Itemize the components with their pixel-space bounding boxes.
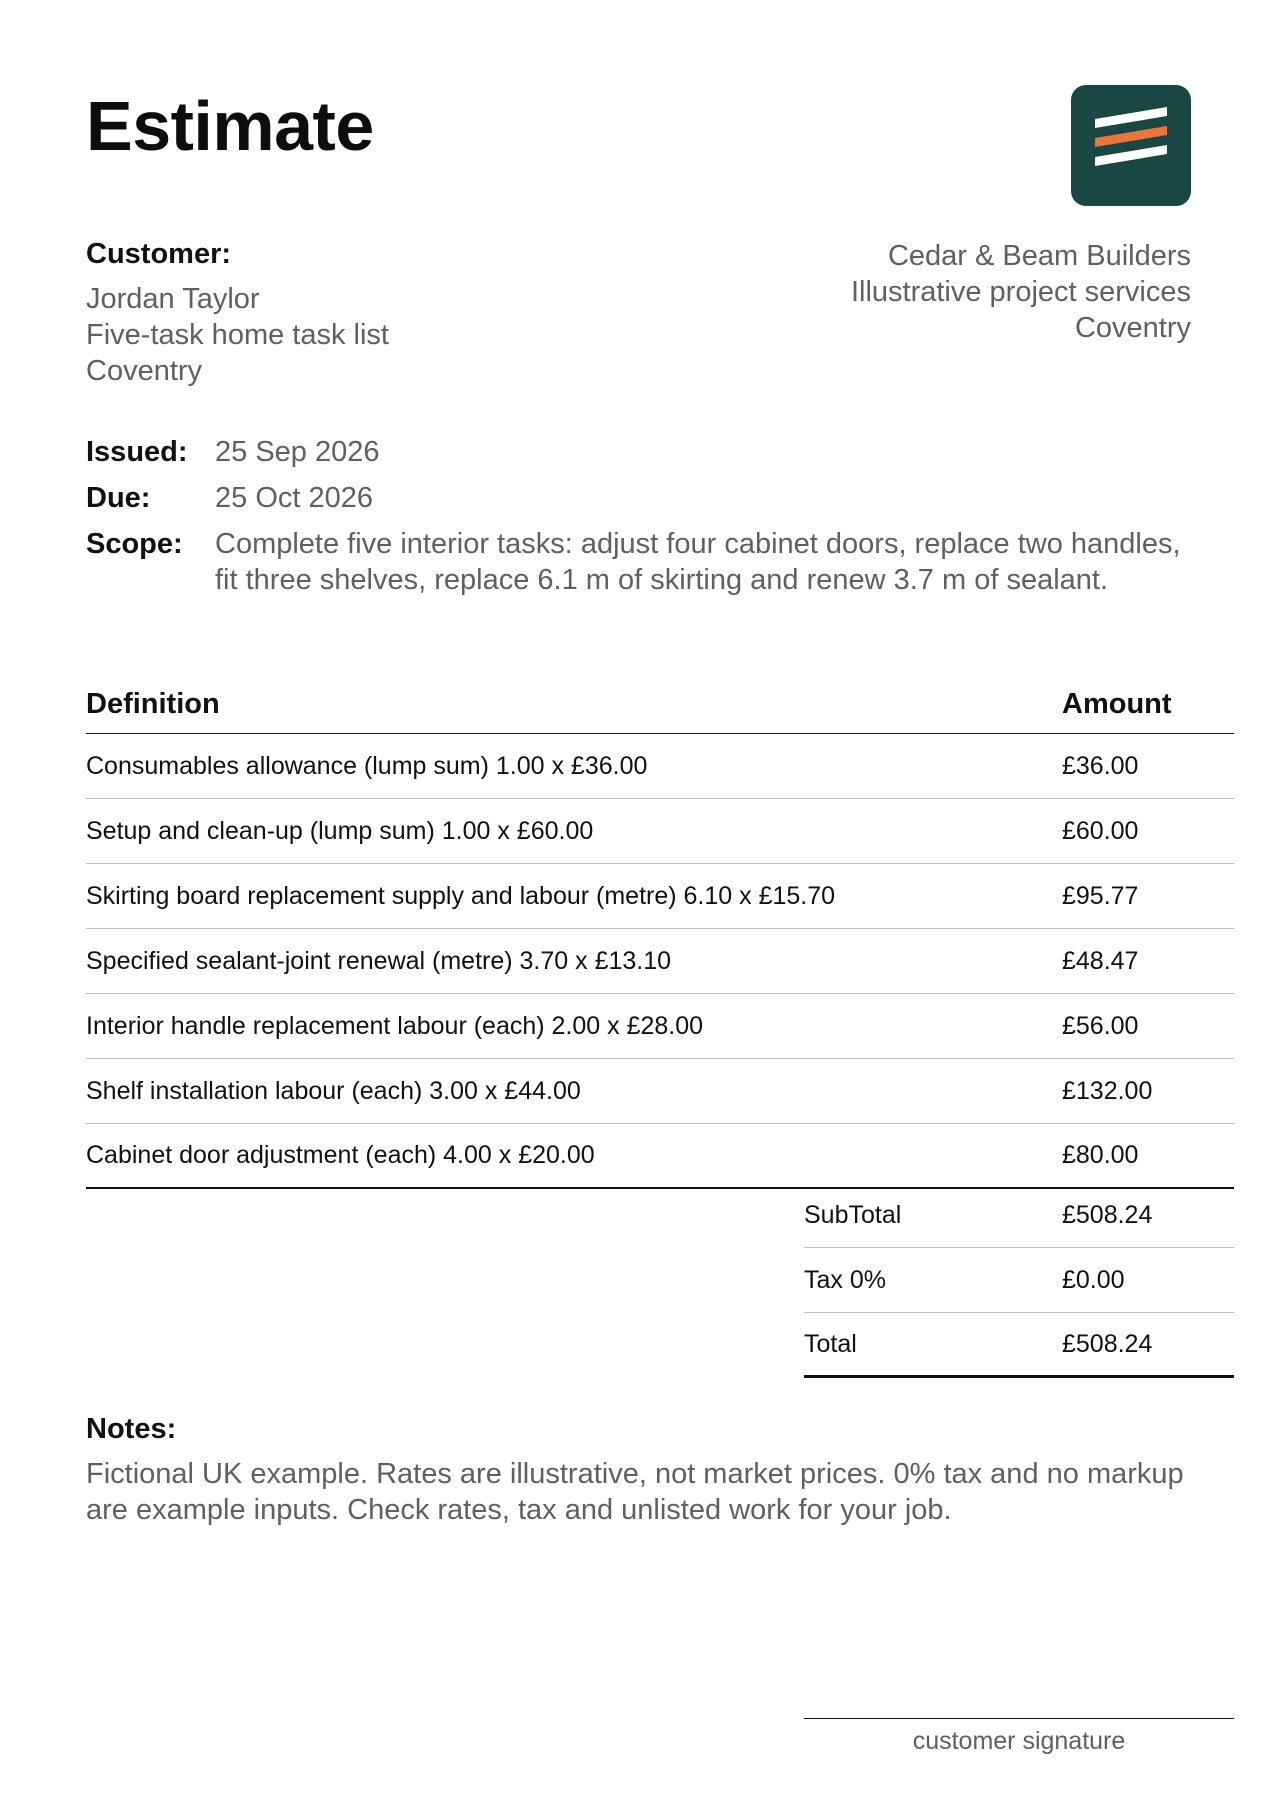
notes-block: [86, 1413, 1206, 1528]
total-value: £508.24: [1062, 1329, 1153, 1358]
due-row: [86, 480, 1196, 516]
scope-value: Complete five interior tasks: adjust four cabinet doors, replace two handles, fit three shelves, replace 6.1 m of skirting and renew 3.7 m of sealant.: [215, 528, 1181, 596]
due-label: Due:: [86, 482, 151, 514]
item-definition: Specified sealant-joint renewal (metre) 3.70 x £13.10: [86, 946, 672, 975]
table-row: [86, 1059, 1234, 1124]
issued-value: 25 Sep 2026: [215, 436, 380, 468]
total-row: [804, 1313, 1234, 1378]
due-value: 25 Oct 2026: [215, 482, 373, 514]
item-amount: £132.00: [1062, 1076, 1153, 1105]
estimate-meta: [86, 434, 1196, 608]
amount-header: Amount: [1062, 688, 1172, 720]
item-amount: £95.77: [1062, 881, 1139, 910]
scope-label: Scope:: [86, 528, 183, 560]
item-amount: £48.47: [1062, 946, 1139, 975]
issued-label: Issued:: [86, 436, 188, 468]
item-amount: £80.00: [1062, 1141, 1139, 1169]
line-items-table: [86, 688, 1234, 1189]
scope-row: [86, 526, 1196, 598]
table-row: [86, 799, 1234, 864]
table-row: [86, 929, 1234, 994]
customer-project: Five-task home task list: [86, 319, 389, 351]
item-definition: Skirting board replacement supply and labour (metre) 6.10 x £15.70: [86, 881, 836, 910]
item-definition: Consumables allowance (lump sum) 1.00 x £36.00: [86, 751, 648, 780]
issued-row: [86, 434, 1196, 470]
item-definition: Cabinet door adjustment (each) 4.00 x £20.00: [86, 1141, 595, 1169]
notes-label: Notes:: [86, 1413, 177, 1445]
table-row: [86, 1124, 1234, 1189]
tax-value: £0.00: [1062, 1265, 1125, 1294]
customer-name: Jordan Taylor: [86, 283, 260, 315]
customer-city: Coventry: [86, 355, 203, 387]
customer-block: [86, 238, 389, 389]
item-amount: £60.00: [1062, 816, 1139, 845]
table-row: [86, 994, 1234, 1059]
tax-row: [804, 1248, 1234, 1313]
item-definition: Setup and clean-up (lump sum) 1.00 x £60.00: [86, 816, 594, 845]
company-block: [851, 238, 1191, 346]
document-title: Estimate: [86, 87, 374, 165]
company-logo: [1071, 85, 1191, 206]
table-header: [86, 688, 1234, 734]
company-city: Coventry: [1074, 312, 1191, 344]
item-definition: Shelf installation labour (each) 3.00 x £44.00: [86, 1076, 581, 1105]
customer-label: Customer:: [86, 238, 232, 270]
subtotal-value: £508.24: [1062, 1200, 1153, 1229]
table-row: [86, 734, 1234, 799]
company-name: Cedar & Beam Builders: [887, 240, 1191, 272]
notes-text: Fictional UK example. Rates are illustrative, not market prices. 0% tax and no markup are example inputs. Check rates, tax and unlisted work for your job.: [86, 1458, 1184, 1526]
company-tagline: Illustrative project services: [850, 276, 1191, 308]
table-row: [86, 864, 1234, 929]
totals-table: [804, 1183, 1234, 1378]
definition-header: Definition: [86, 688, 220, 720]
customer-signature-line[interactable]: [804, 1718, 1234, 1756]
subtotal-label: SubTotal: [804, 1200, 902, 1229]
item-amount: £36.00: [1062, 751, 1139, 780]
tax-label: Tax 0%: [804, 1265, 886, 1294]
item-amount: £56.00: [1062, 1011, 1139, 1040]
subtotal-row: [804, 1183, 1234, 1248]
signature-label: customer signature: [912, 1727, 1126, 1755]
total-label: Total: [804, 1329, 857, 1358]
item-definition: Interior handle replacement labour (each) 2.00 x £28.00: [86, 1011, 704, 1040]
stacked-planks-icon: [1071, 85, 1191, 206]
